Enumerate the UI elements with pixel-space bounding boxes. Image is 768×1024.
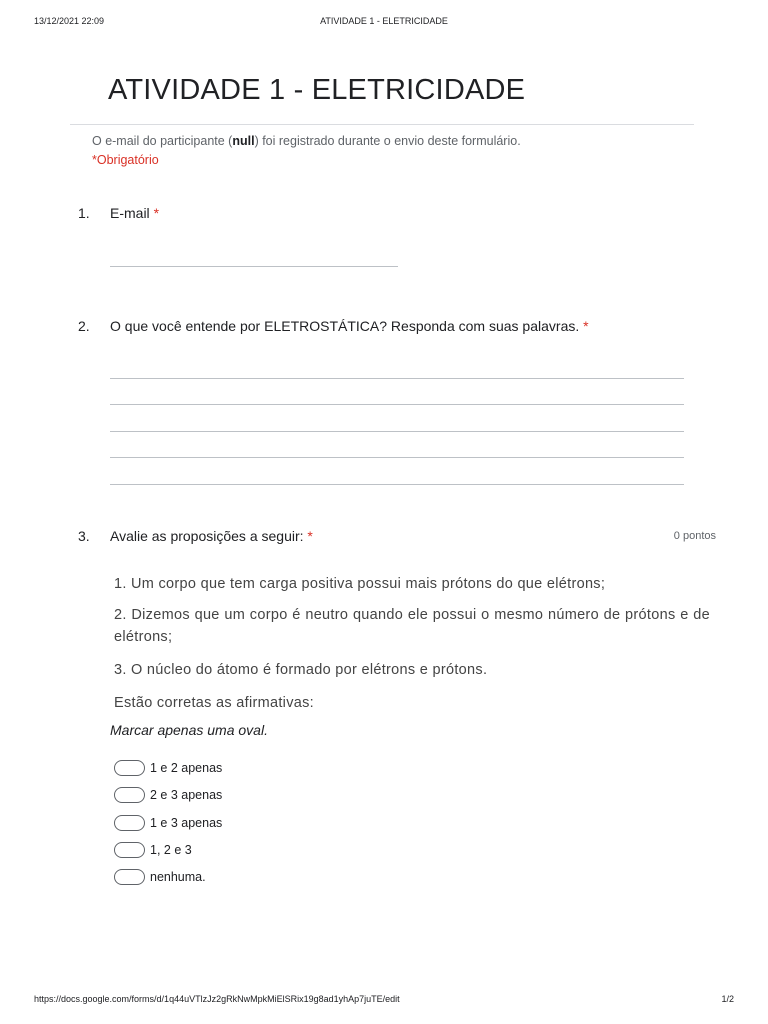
- proposition-2: 2. Dizemos que um corpo é neutro quando ele possui o mesmo número de prótons e de elétrons;: [114, 607, 710, 645]
- question-points: 0 pontos: [673, 530, 716, 542]
- question-1-number: 1.: [78, 205, 90, 221]
- answer-line-5[interactable]: [110, 484, 684, 485]
- question-3-label: Avalie as proposições a seguir:: [110, 528, 308, 544]
- proposition-3: 3. O núcleo do átomo é formado por elétrons e prótons.: [114, 662, 488, 678]
- option-1[interactable]: [114, 759, 222, 777]
- answer-line-1[interactable]: [110, 378, 684, 379]
- form-title: ATIVIDADE 1 - ELETRICIDADE: [108, 74, 526, 106]
- print-datetime: 13/12/2021 22:09: [34, 16, 105, 26]
- answer-line-3[interactable]: [110, 431, 684, 432]
- email-registration-note: [92, 134, 521, 148]
- email-note-suffix: ) foi registrado durante o envio deste formulário.: [254, 134, 521, 148]
- required-asterisk: *: [153, 205, 160, 221]
- option-4[interactable]: [114, 841, 192, 859]
- propositions-prompt: Estão corretas as afirmativas:: [114, 695, 314, 711]
- email-answer-field[interactable]: [110, 266, 398, 267]
- title-divider: [70, 124, 694, 125]
- proposition-1: 1. Um corpo que tem carga positiva possui mais prótons do que elétrons;: [114, 576, 606, 592]
- option-label: 1, 2 e 3: [150, 843, 192, 857]
- question-2-label: O que você entende por ELETROSTÁTICA? Responda com suas palavras.: [110, 318, 584, 334]
- answer-line-2[interactable]: [110, 404, 684, 405]
- print-page-number: 1/2: [721, 994, 734, 1004]
- question-2-number: 2.: [78, 318, 90, 334]
- option-5[interactable]: [114, 868, 206, 886]
- radio-oval[interactable]: [114, 842, 145, 858]
- radio-oval[interactable]: [114, 760, 145, 776]
- print-doc-title: ATIVIDADE 1 - ELETRICIDADE: [320, 16, 448, 26]
- email-note-prefix: O e-mail do participante (: [92, 134, 233, 148]
- option-label: 1 e 3 apenas: [150, 816, 223, 830]
- radio-oval[interactable]: [114, 787, 145, 803]
- email-note-value: null: [232, 134, 255, 148]
- answer-line-4[interactable]: [110, 457, 684, 458]
- required-note: *Obrigatório: [92, 153, 159, 167]
- radio-oval[interactable]: [114, 869, 145, 885]
- question-2-text: [110, 318, 589, 334]
- question-1-text: [110, 205, 159, 221]
- option-label: 2 e 3 apenas: [150, 788, 223, 802]
- question-3-number: 3.: [78, 528, 90, 544]
- option-label: nenhuma.: [150, 870, 206, 884]
- print-url: https://docs.google.com/forms/d/1q44uVTlzJz2gRkNwMpkMiElSRix19g8ad1yhAp7juTE/edit: [34, 994, 400, 1004]
- question-1-label: E-mail: [110, 205, 154, 221]
- question-3-text: [110, 528, 313, 544]
- option-3[interactable]: [114, 814, 222, 832]
- choice-instruction: Marcar apenas uma oval.: [110, 722, 268, 738]
- option-label: 1 e 2 apenas: [150, 761, 223, 775]
- radio-oval[interactable]: [114, 815, 145, 831]
- required-asterisk: *: [307, 528, 313, 544]
- print-header: [0, 16, 768, 30]
- print-footer: [0, 994, 768, 1008]
- option-2[interactable]: [114, 786, 222, 804]
- required-asterisk: *: [583, 318, 589, 334]
